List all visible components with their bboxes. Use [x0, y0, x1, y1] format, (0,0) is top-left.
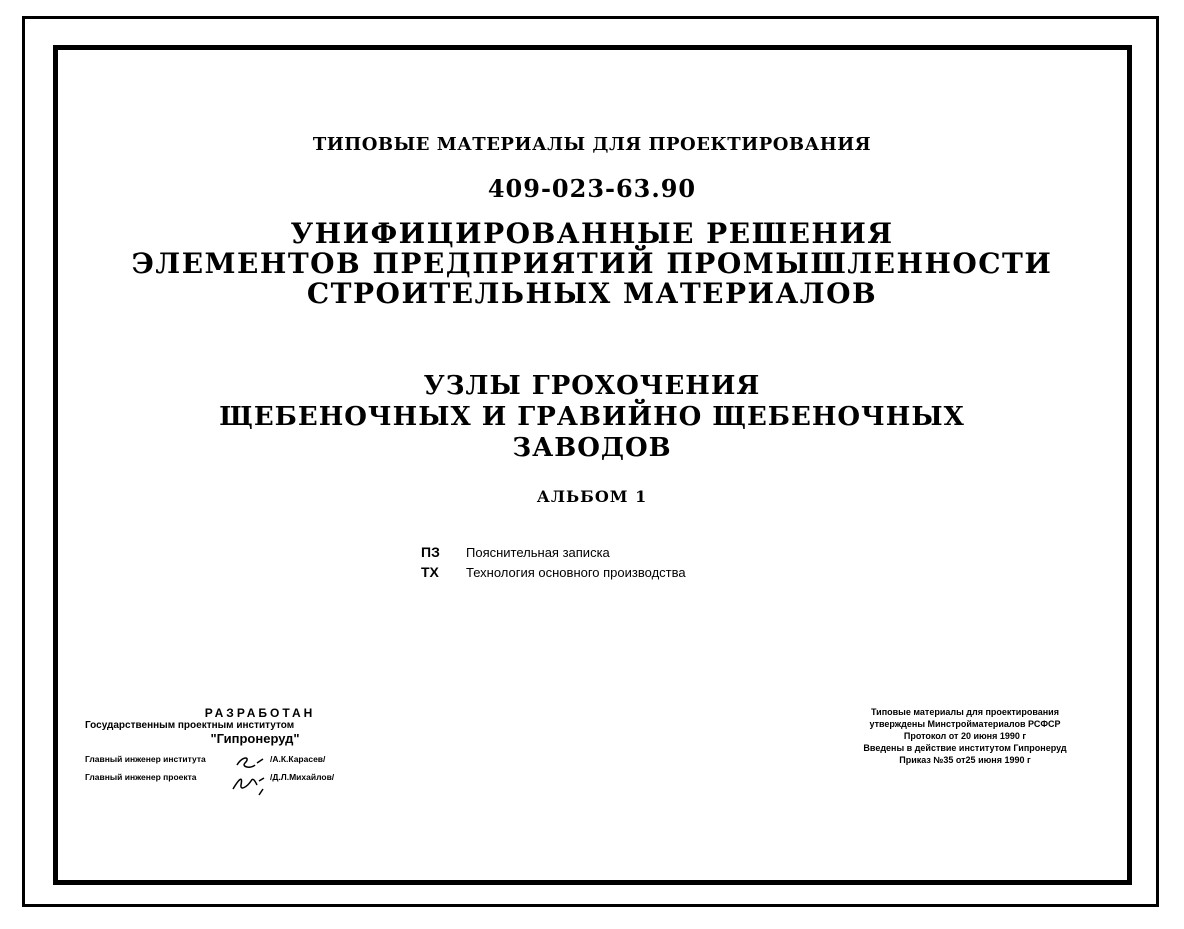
contents-item	[421, 562, 686, 582]
project-engineer-name: /Д.Л.Михайлов/	[270, 772, 335, 782]
contents-item	[421, 542, 686, 562]
approval-line-2: утверждены Минстройматериалов РСФСР	[869, 719, 1061, 729]
developer-organization: Государственным проектным институтом	[85, 720, 295, 731]
contents-label: Пояснительная записка	[466, 544, 610, 560]
chief-engineer-label: Главный инженер института	[85, 754, 206, 764]
approval-block	[815, 706, 1115, 766]
subtitle-line-1: УЗЛЫ ГРОХОЧЕНИЯ	[423, 371, 761, 401]
project-engineer-label: Главный инженер проекта	[85, 772, 197, 782]
handwritten-signature-icon	[225, 751, 275, 796]
developer-block	[85, 706, 405, 790]
contents-code: ПЗ	[421, 544, 440, 560]
series-title: ТИПОВЫЕ МАТЕРИАЛЫ ДЛЯ ПРОЕКТИРОВАНИЯ	[312, 134, 872, 155]
subtitle-line-3: ЗАВОДОВ	[512, 433, 672, 463]
contents-code: ТХ	[421, 564, 439, 580]
subtitle-line-2: ЩЕБЕНОЧНЫХ И ГРАВИЙНО ЩЕБЕНОЧНЫХ	[219, 402, 965, 432]
approval-line-1: Типовые материалы для проектирования	[871, 707, 1059, 717]
approval-line-4: Введены в действие институтом Гипронеруд	[863, 743, 1067, 753]
contents-list	[421, 542, 686, 582]
title-line-3: СТРОИТЕЛЬНЫХ МАТЕРИАЛОВ	[306, 277, 878, 310]
approval-line-3: Протокол от 20 июня 1990 г	[903, 731, 1027, 741]
title-line-1: УНИФИЦИРОВАННЫЕ РЕШЕНИЯ	[290, 217, 894, 250]
approval-line-5: Приказ №35 от25 июня 1990 г	[899, 755, 1031, 765]
title-line-2: ЭЛЕМЕНТОВ ПРЕДПРИЯТИЙ ПРОМЫШЛЕННОСТИ	[131, 247, 1053, 280]
chief-engineer-name: /А.К.Карасев/	[270, 754, 326, 764]
developer-institute: "Гипронеруд"	[210, 731, 300, 746]
document-code: 409-023-63.90	[487, 174, 697, 203]
contents-label: Технология основного производства	[466, 564, 686, 580]
album-number: АЛЬБОМ 1	[536, 487, 648, 506]
developer-heading: РАЗРАБОТАН	[204, 706, 316, 720]
